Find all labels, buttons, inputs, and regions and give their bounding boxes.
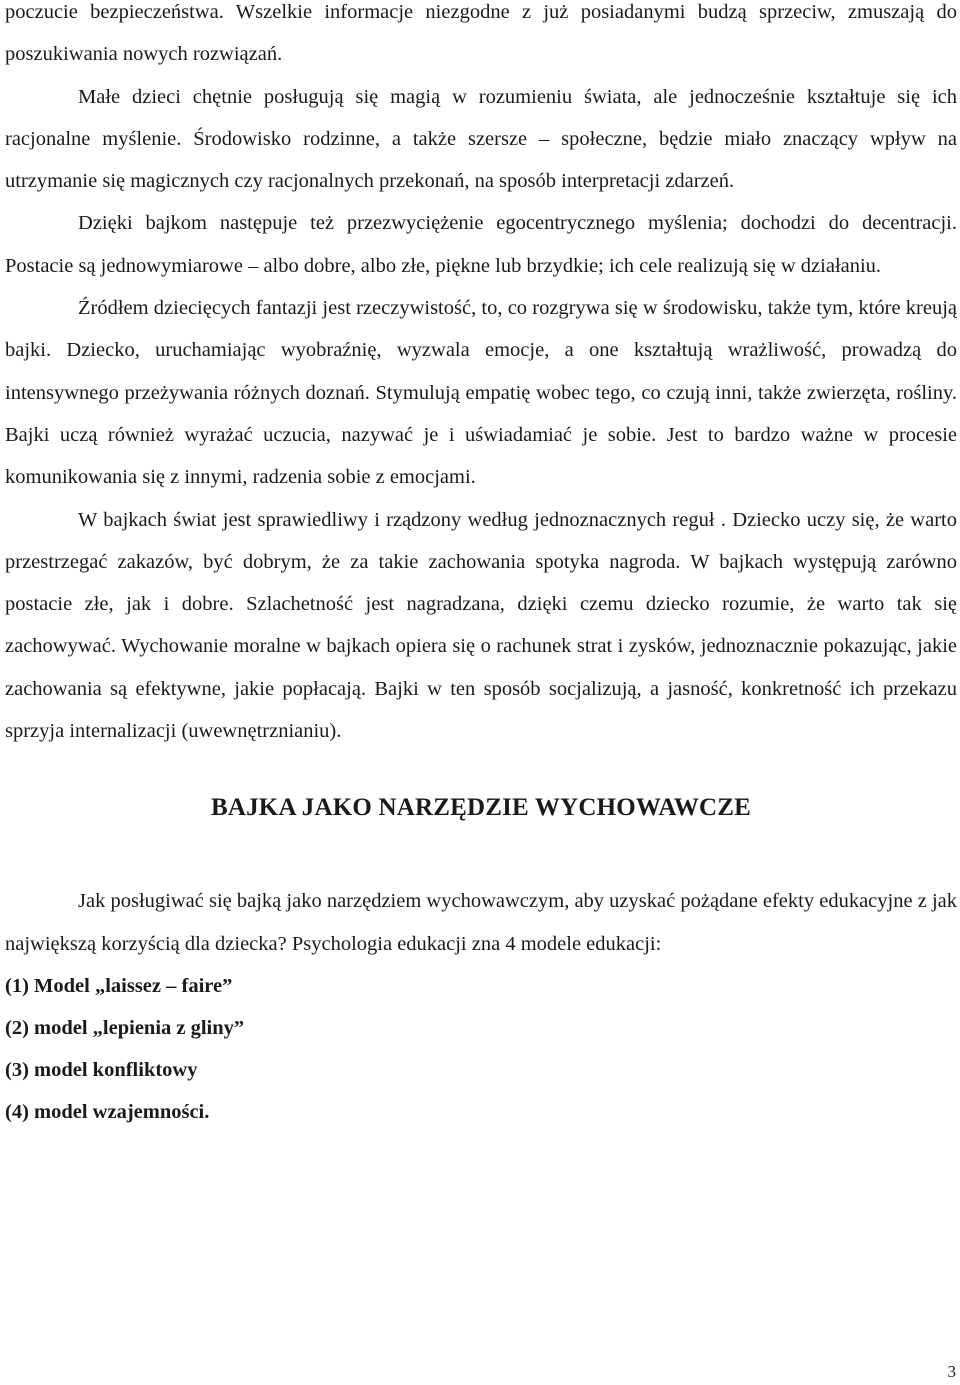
list-item-model-3: (3) model konfliktowy: [5, 1058, 198, 1081]
paragraph-fantasy-source: Źródłem dziecięcych fantazji jest rzeczywistość, to, co rozgrywa się w środowisku, także tym, które kreują bajki. Dziecko, uruchamiając wyobraźnię, wyzwala emocje, a one kształtują wrażliwość, prowadzą do intensywnego przeżywania różnych doznań. Stymulują empatię wobec tego, co czują inni, także zwierzęta, rośliny. Bajki uczą również wyrażać uczucia, nazywać je i uświadamiać je sobie. Jest to bardzo ważne w procesie komunikowania się z innymi, radzenia sobie z emocjami.: [5, 297, 957, 489]
list-item-model-1: (1) Model „laissez – faire”: [5, 974, 233, 997]
list-item-model-4: (4) model wzajemności.: [5, 1100, 210, 1123]
document-page: [5, 0, 957, 1133]
page-number: 3: [947, 1362, 956, 1381]
paragraph-safety: poczucie bezpieczeństwa. Wszelkie informacje niezgodne z już posiadanymi budzą sprzeciw, zmuszają do poszukiwania nowych rozwiązań.: [5, 1, 957, 66]
paragraph-magic-thinking: Małe dzieci chętnie posługują się magią w rozumieniu świata, ale jednocześnie kształtuje się ich racjonalne myślenie. Środowisko rodzinne, a także szersze – społeczne, będzie miało znaczący wpływ na utrzymanie się magicznych czy racjonalnych przekonań, na sposób interpretacji zdarzeń.: [5, 85, 957, 193]
paragraph-fair-world: W bajkach świat jest sprawiedliwy i rządzony według jednoznacznych reguł . Dziecko uczy się, że warto przestrzegać zakazów, być dobrym, że za takie zachowania spotyka nagroda. W bajkach występują zarówno postacie złe, jak i dobre. Szlachetność jest nagradzana, dzięki czemu dziecko rozumie, że warto tak się zachowywać. Wychowanie moralne w bajkach opiera się o rachunek strat i zysków, jednoznacznie pokazując, jakie zachowania są efektywne, jakie popłacają. Bajki w ten sposób socjalizują, a jasność, konkretność ich przekazu sprzyja internalizacji (uwewnętrznianiu).: [5, 508, 957, 743]
section-heading: BAJKA JAKO NARZĘDZIE WYCHOWAWCZE: [210, 794, 752, 822]
models-list: [5, 965, 957, 1133]
paragraph-egocentrism: Dzięki bajkom następuje też przezwyciężenie egocentrycznego myślenia; dochodzi do decentracji. Postacie są jednowymiarowe – albo dobre, albo złe, piękne lub brzydkie; ich cele realizują się w działaniu.: [5, 212, 957, 277]
list-item-model-2: (2) model „lepienia z gliny”: [5, 1016, 245, 1039]
paragraph-intro-models: Jak posługiwać się bajką jako narzędziem wychowawczym, aby uzyskać pożądane efekty edukacyjne z jak największą korzyścią dla dziecka? Psychologia edukacji zna 4 modele edukacji:: [5, 890, 957, 955]
